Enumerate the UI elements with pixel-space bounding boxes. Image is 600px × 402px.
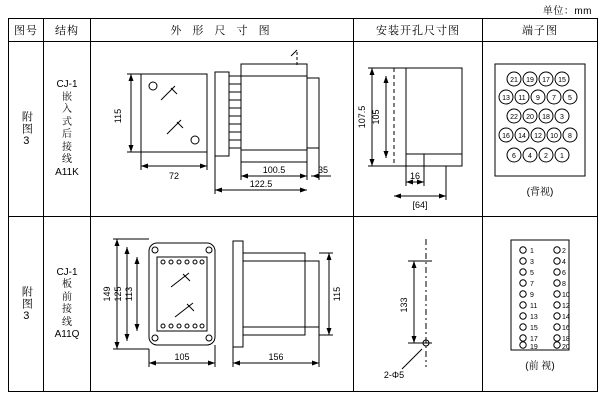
svg-text:17: 17 xyxy=(542,76,550,84)
svg-text:5: 5 xyxy=(530,269,534,277)
table-row xyxy=(9,42,598,217)
svg-text:2: 2 xyxy=(544,152,548,160)
structure-line-2-3: 接 xyxy=(62,304,72,315)
svg-text:6: 6 xyxy=(562,269,566,277)
svg-text:7: 7 xyxy=(552,94,556,102)
svg-text:15: 15 xyxy=(530,324,538,332)
outline-drawing-cell-1 xyxy=(91,42,354,217)
svg-text:1: 1 xyxy=(530,247,534,255)
header-terminal: 端子图 xyxy=(483,19,598,42)
cutout-drawing-cell-1 xyxy=(354,42,483,217)
svg-text:4: 4 xyxy=(562,258,566,266)
cutout-drawing-cell-2 xyxy=(354,217,483,392)
fig-no-cell-2 xyxy=(9,217,44,392)
structure-line-2-0: CJ-1 xyxy=(56,266,78,278)
svg-text:16: 16 xyxy=(502,132,510,140)
svg-text:156: 156 xyxy=(268,352,284,362)
structure-text-1 xyxy=(44,42,90,216)
table-header-row xyxy=(9,19,598,42)
svg-text:115: 115 xyxy=(332,286,342,302)
dim-len-1: 100.5 xyxy=(262,165,286,175)
svg-text:16: 16 xyxy=(409,171,421,181)
svg-text:13: 13 xyxy=(502,94,510,102)
svg-text:4: 4 xyxy=(528,152,532,160)
svg-text:16: 16 xyxy=(562,324,570,332)
svg-text:8: 8 xyxy=(568,132,572,140)
structure-line-1-2: 入 xyxy=(62,104,72,115)
structure-line-2-4: 线 xyxy=(62,316,72,328)
structure-cell-2 xyxy=(44,217,91,392)
svg-text:2-Φ5: 2-Φ5 xyxy=(383,370,405,380)
svg-text:[64]: [64] xyxy=(412,200,428,210)
svg-text:113: 113 xyxy=(124,286,134,302)
terminal-diagram-2 xyxy=(495,237,585,353)
svg-text:20: 20 xyxy=(562,343,570,351)
svg-text:10: 10 xyxy=(562,291,570,299)
svg-text:10: 10 xyxy=(550,132,558,140)
svg-text:5: 5 xyxy=(568,94,572,102)
svg-text:3: 3 xyxy=(560,113,564,121)
svg-text:9: 9 xyxy=(530,291,534,299)
svg-text:12: 12 xyxy=(562,302,570,310)
svg-text:107.5: 107.5 xyxy=(357,105,367,129)
fig-no-text-2: 附图3 xyxy=(20,285,33,323)
fig-no-cell-1 xyxy=(9,42,44,217)
terminal-diagram-cell-1 xyxy=(483,42,598,217)
svg-text:14: 14 xyxy=(562,313,570,321)
svg-text:3: 3 xyxy=(530,258,534,266)
svg-text:125: 125 xyxy=(113,286,123,302)
structure-line-1-3: 式 xyxy=(62,116,72,128)
structure-line-1-0: CJ-1 xyxy=(56,79,78,90)
svg-text:7: 7 xyxy=(530,280,534,288)
structure-line-1-1: 嵌 xyxy=(62,91,72,103)
svg-text:11: 11 xyxy=(530,302,538,310)
svg-text:17: 17 xyxy=(530,335,538,343)
structure-line-2-1: 板 xyxy=(62,279,72,290)
structure-line-2-2: 前 xyxy=(62,291,72,303)
structure-line-1-6: 线 xyxy=(62,154,72,165)
svg-text:2: 2 xyxy=(562,247,566,255)
structure-line-1-7: A11K xyxy=(55,166,79,178)
svg-text:8: 8 xyxy=(562,280,566,288)
svg-text:9: 9 xyxy=(536,94,540,102)
structure-line-1-5: 接 xyxy=(62,141,72,153)
outline-drawing-2 xyxy=(91,217,353,390)
outline-drawing-cell-2 xyxy=(91,217,354,392)
structure-text-2 xyxy=(44,217,90,391)
header-outline: 外 形 尺 寸 图 xyxy=(91,19,354,42)
unit-note: 单位：mm xyxy=(542,6,592,17)
svg-text:12: 12 xyxy=(534,132,542,140)
svg-text:14: 14 xyxy=(518,132,526,140)
dim-tail-1: 35 xyxy=(317,165,329,175)
svg-text:105: 105 xyxy=(371,109,381,125)
svg-text:11: 11 xyxy=(518,94,526,102)
svg-text:13: 13 xyxy=(530,313,538,321)
header-cutout: 安装开孔尺寸图 xyxy=(354,19,483,42)
svg-text:1: 1 xyxy=(560,152,564,160)
svg-text:21: 21 xyxy=(510,76,518,84)
svg-text:19: 19 xyxy=(526,76,534,84)
cutout-drawing-1 xyxy=(354,42,482,215)
structure-line-1-4: 后 xyxy=(62,129,72,140)
terminal-diagram-1 xyxy=(492,61,588,179)
fig-no-text-1: 附图3 xyxy=(20,110,33,148)
table-row xyxy=(9,217,598,392)
header-structure: 结构 xyxy=(44,19,91,42)
svg-text:18: 18 xyxy=(542,113,550,121)
cutout-drawing-2 xyxy=(354,217,482,390)
svg-text:133: 133 xyxy=(399,297,409,313)
header-fig-no: 图号 xyxy=(9,19,44,42)
terminal-view-label-1: (背视) xyxy=(526,186,554,198)
dim-height-1: 115 xyxy=(113,108,123,124)
dim-total-1: 122.5 xyxy=(249,179,273,189)
outline-drawing-1 xyxy=(91,42,353,215)
svg-text:20: 20 xyxy=(526,113,534,121)
structure-line-2-5: A11Q xyxy=(54,329,80,340)
svg-text:18: 18 xyxy=(562,335,570,343)
dim-depth-1: 72 xyxy=(168,171,180,181)
terminal-diagram-cell-2 xyxy=(483,217,598,392)
svg-text:22: 22 xyxy=(510,113,518,121)
svg-text:105: 105 xyxy=(174,352,190,362)
svg-text:19: 19 xyxy=(530,343,538,351)
terminal-view-label-2: (前 视) xyxy=(525,360,555,372)
dimension-table xyxy=(8,18,598,392)
svg-text:15: 15 xyxy=(558,76,566,84)
svg-text:6: 6 xyxy=(512,152,516,160)
structure-cell-1 xyxy=(44,42,91,217)
svg-text:149: 149 xyxy=(102,286,112,302)
